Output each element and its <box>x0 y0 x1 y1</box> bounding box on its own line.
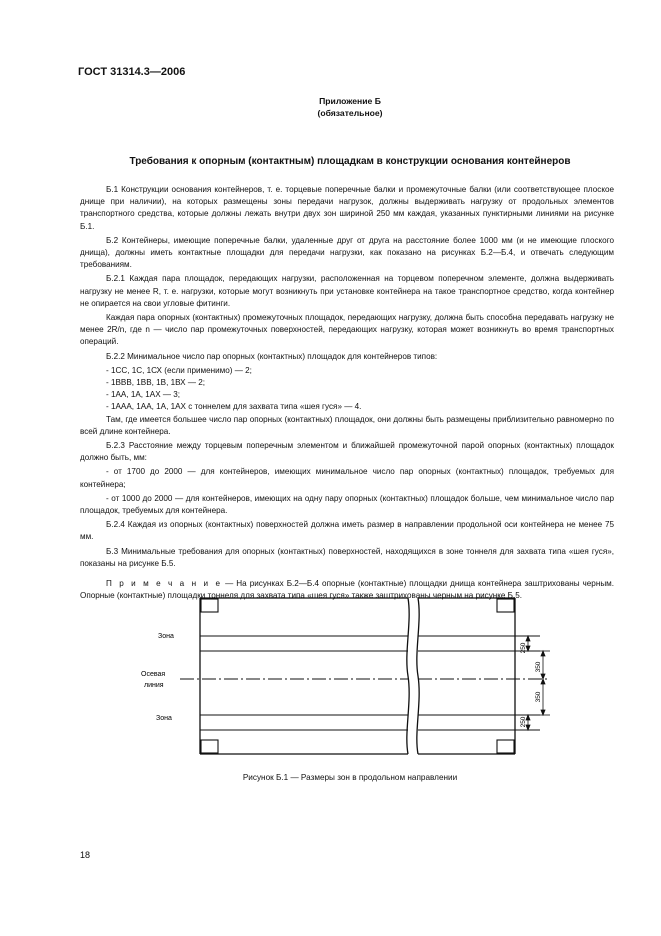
page-number: 18 <box>80 850 91 860</box>
paragraph-b2: Б.2 Контейнеры, имеющие поперечные балки, удаленные друг от друга на расстояние более 1000 мм (и не имеющие плоского днища), должны иметь контактные площадки для передачи нагрузки, как показано на рисунках Б.2—Б.4, и отвечать следующим требованиям. <box>80 235 614 270</box>
paragraph-b21-cont: Каждая пара опорных (контактных) промежуточных площадок, передающих нагрузку, должна быть способна передавать нагрузку не менее 2R/n, где n — число пар промежуточных поверхностей, передающих нагрузку, которая может возникнуть во время транспортных операций. <box>80 313 614 347</box>
annex-type: (обязательное) <box>317 108 383 118</box>
dimension-label: 350 <box>535 691 542 703</box>
paragraph-b3: Б.3 Минимальные требования для опорных (контактных) поверхностей, находящихся в зоне тоннеля для захвата типа «шея гуся», показаны на рисунке Б.5. <box>80 546 614 568</box>
zone-lines <box>200 636 540 730</box>
note-text: — На рисунках Б.2—Б.4 опорные (контактные) площадки днища контейнера заштрихованы черным. Опорные (контактные) площадки тоннеля для захвата типа «шея гуся» также заштрихованы черным на рисунке Б.5. <box>80 579 614 601</box>
figure-caption: Рисунок Б.1 — Размеры зон в продольном направлении <box>242 773 458 782</box>
paragraph-b23-item2: - от 1000 до 2000 — для контейнеров, имеющих на одну пару опорных (контактных) площадок больше, чем минимальное число пар площадок, требуемых для контейнера. <box>80 493 614 516</box>
list-item: - 1АА, 1А, 1АХ — 3; <box>106 390 181 400</box>
paragraph-b23-item1: - от 1700 до 2000 — для контейнеров, имеющих минимальное число пар опорных (контактных) площадок, требуемых для контейнера; <box>80 467 614 489</box>
figure-b1-diagram <box>141 592 560 762</box>
container-outline <box>200 598 515 754</box>
paragraph-b21: Б.2.1 Каждая пара площадок, передающих нагрузки, расположенная на торцевом поперечном элементе, должна выдерживать нагрузку не менее R, т. е. нагрузки, которые могут возникнуть при установке контейнера на такое транспортное средство, когда контейнер не опирается на свои угловые фитинги. <box>80 274 614 308</box>
body-text <box>80 184 614 605</box>
paragraph-b1: Б.1 Конструкции основания контейнеров, т. е. торцевые поперечные балки и промежуточные балки (или соответствующее плоское днище при наличии), на которых размещены зоны передачи нагрузок, должны выдерживать нагрузку от продольных элементов транспортного средства, которые должны лежать внутри двух зон шириной 250 мм каждая, указанных пунктирными линиями на рисунке Б.1. <box>80 185 614 231</box>
list-item: - 1ААА, 1АА, 1А, 1АХ с тоннелем для захвата типа «шея гуся» — 4. <box>106 402 362 412</box>
paragraph-b24: Б.2.4 Каждая из опорных (контактных) поверхностей должна иметь размер в направлении продольной оси контейнера не менее 75 мм. <box>80 520 614 542</box>
dimension-label: 350 <box>535 661 542 673</box>
list-item: - 1СС, 1С, 1СХ (если применимо) — 2; <box>106 365 252 375</box>
paragraph-distribution: Там, где имеется большее число пар опорных (контактных) площадок, они должны быть размещены приблизительно равномерно по всей длине контейнера. <box>80 414 614 436</box>
note-label: П р и м е ч а н и е <box>106 579 223 589</box>
list-item: - 1ВВВ, 1ВВ, 1В, 1ВХ — 2; <box>106 378 205 388</box>
annex-title: Приложение Б <box>319 96 381 106</box>
section-heading: Требования к опорным (контактным) площадкам в конструкции основания контейнеров <box>129 156 571 167</box>
zone-label-bottom: Зона <box>156 715 172 722</box>
axis-label-line2: линия <box>144 682 164 689</box>
axis-label-line1: Осевая <box>141 671 166 678</box>
dimension-label: 250 <box>520 642 527 654</box>
paragraph-b23: Б.2.3 Расстояние между торцевым поперечным элементом и ближайшей промежуточной парой опорных (контактных) площадок должно быть, мм: <box>80 441 614 463</box>
zone-label-top: Зона <box>158 633 174 640</box>
dimension-lines <box>526 636 550 730</box>
document-id: ГОСТ 31314.3—2006 <box>78 66 186 78</box>
dimension-label: 250 <box>520 716 527 728</box>
paragraph-b22: Б.2.2 Минимальное число пар опорных (контактных) площадок для контейнеров типов: <box>106 351 438 361</box>
